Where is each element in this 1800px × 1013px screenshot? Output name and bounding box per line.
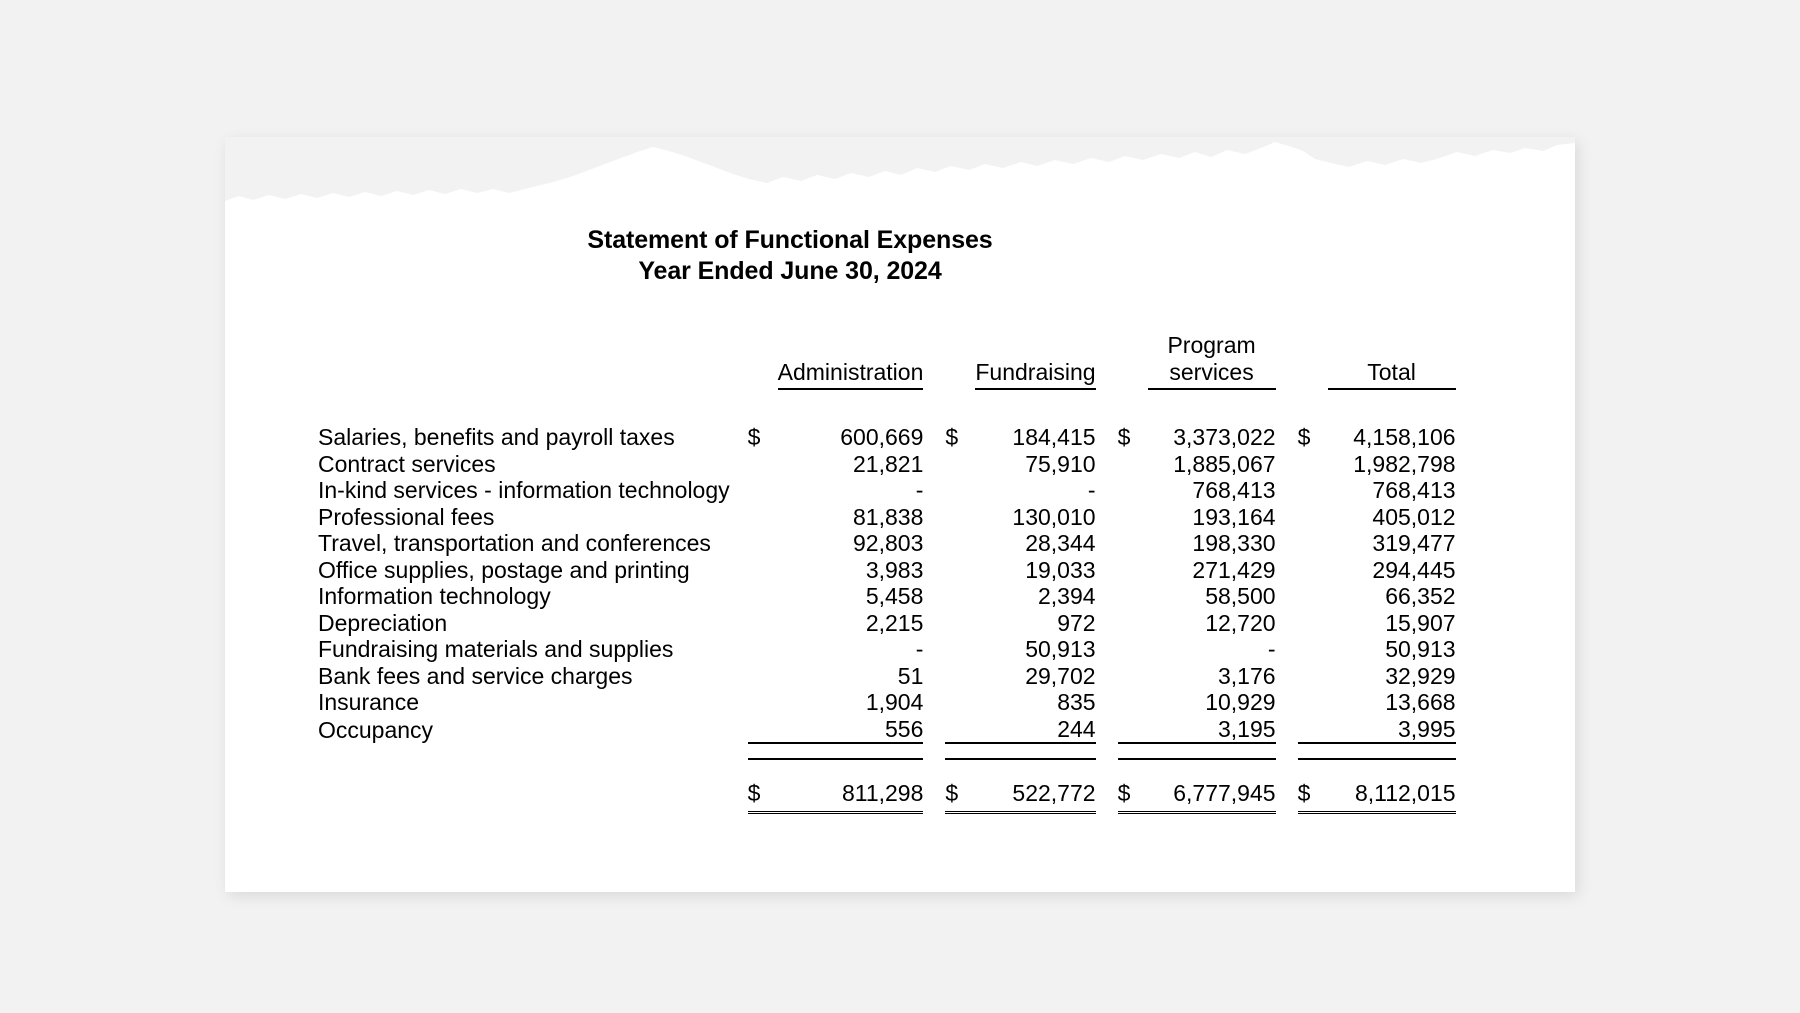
totals-rule-fundraising-currency [945,743,975,759]
cell-administration: 2,215 [865,609,924,636]
currency-symbol-program_services: $ [1117,424,1131,450]
currency-symbol-total [1298,451,1328,478]
cell-fundraising: 835 [1057,689,1096,715]
table-row [318,583,1456,610]
column-gap [1276,451,1298,478]
cell-administration: 21,821 [853,450,924,477]
cell-fundraising: 2,394 [1038,583,1096,609]
row-label: Travel, transportation and conferences [318,530,711,556]
column-header-total [1328,332,1456,389]
column-gap [1096,583,1118,610]
currency-symbol-fundraising [945,530,975,557]
column-gap [1096,530,1118,557]
cell-total: 50,913 [1385,636,1456,662]
grand-total-gap-1 [923,759,945,813]
currency-symbol-administration [748,610,778,637]
cell-fundraising: 244 [1057,715,1096,742]
header-total-line2: Total [1367,359,1416,385]
cell-program_services: 198,330 [1192,530,1276,556]
table-header [318,332,1456,424]
table-body [318,424,1456,743]
cell-program_services: 3,373,022 [1173,424,1276,450]
cell-fundraising: 28,344 [1025,530,1096,556]
cell-administration: - [915,477,924,503]
totals-rule-row [318,743,1456,759]
table-row [318,557,1456,584]
totals-rule-label-cell [318,743,748,759]
cell-fundraising: 29,702 [1025,662,1096,689]
header-line-item [318,332,748,389]
totals-rule-gap-1 [923,743,945,759]
cell-administration: 92,803 [853,530,924,556]
totals-rule-gap-2 [1096,743,1118,759]
column-header-program-services [1148,332,1276,389]
column-gap [1096,663,1118,690]
currency-symbol-fundraising [945,451,975,478]
header-program-line2: services [1169,359,1254,385]
currency-symbol-fundraising [945,583,975,610]
currency-symbol-fundraising [945,636,975,663]
currency-symbol-administration [748,477,778,504]
column-gap [1276,610,1298,637]
title-line-1: Statement of Functional Expenses [587,226,993,254]
currency-symbol-program_services [1118,557,1148,584]
cell-program_services: 3,195 [1218,715,1276,742]
row-label: Contract services [318,450,496,477]
column-gap [923,424,945,451]
grand-total-gap-2 [1096,759,1118,813]
column-gap [1276,583,1298,610]
table-row [318,689,1456,716]
currency-symbol-fundraising [945,689,975,716]
totals-rule-total-currency [1298,743,1328,759]
currency-symbol-program_services [1118,477,1148,504]
row-label: Depreciation [318,609,448,636]
currency-symbol-fundraising [945,504,975,531]
cell-total: 3,995 [1398,715,1456,742]
currency-symbol-program_services [1118,716,1148,744]
table-row [318,477,1456,504]
cell-administration: 600,669 [840,424,924,450]
column-gap [1096,689,1118,716]
column-header-row [318,332,1456,389]
column-gap [1276,424,1298,451]
header-gap-2 [1096,332,1118,389]
cell-program_services: 12,720 [1205,609,1276,636]
currency-symbol-fundraising [945,477,975,504]
table-row [318,636,1456,663]
column-gap [1276,716,1298,744]
currency-symbol-total [1298,663,1328,690]
column-gap [1276,504,1298,531]
cell-fundraising: 184,415 [1012,424,1096,450]
column-gap [923,477,945,504]
column-gap [1096,477,1118,504]
cell-total: 405,012 [1372,503,1456,530]
cell-total: 13,668 [1385,689,1456,715]
cell-total: 319,477 [1372,530,1456,556]
grand-total-fundraising-value: 522,772 [975,759,1095,813]
totals-rule-administration [778,743,924,759]
header-spacer-total-currency [1298,332,1328,389]
currency-symbol-program_services [1118,663,1148,690]
cell-total: 768,413 [1372,477,1456,503]
currency-symbol-fundraising [945,716,975,744]
header-spacer-program-currency [1118,332,1148,389]
cell-fundraising: 19,033 [1025,556,1096,583]
cell-administration: 1,904 [865,689,924,715]
column-gap [923,716,945,744]
cell-fundraising: - [1087,477,1096,503]
currency-symbol-total [1298,716,1328,744]
column-gap [1276,663,1298,690]
header-program-line1: Program [1167,332,1256,358]
cell-fundraising: 50,913 [1025,636,1096,662]
totals-rule-fundraising [975,743,1095,759]
cell-total: 66,352 [1385,583,1456,609]
cell-total: 32,929 [1385,662,1456,689]
functional-expenses-table [318,332,1456,814]
grand-total-fundraising-currency: $ [945,759,975,813]
currency-symbol-total [1298,689,1328,716]
totals-rule-total [1328,743,1456,759]
column-gap [923,583,945,610]
header-administration-line2: Administration [777,359,924,385]
header-bottom-spacer-cell [318,389,1456,424]
column-gap [1096,636,1118,663]
column-gap [923,610,945,637]
cell-administration: 556 [885,715,924,742]
row-label: In-kind services - information technology [318,477,730,503]
cell-total: 4,158,106 [1353,424,1456,450]
grand-total-row [318,759,1456,813]
cell-total: 15,907 [1385,609,1456,636]
cell-program_services: - [1267,636,1276,662]
currency-symbol-administration [748,716,778,744]
header-gap-3 [1276,332,1298,389]
column-header-administration [778,332,924,389]
currency-symbol-program_services [1118,504,1148,531]
currency-symbol-total [1298,636,1328,663]
table-row [318,716,1456,744]
table-row [318,610,1456,637]
currency-symbol-program_services [1118,689,1148,716]
column-header-fundraising [975,332,1095,389]
currency-symbol-program_services [1118,636,1148,663]
currency-symbol-administration [748,663,778,690]
grand-total-administration-currency: $ [748,759,778,813]
column-gap [1276,557,1298,584]
row-label: Insurance [318,689,420,715]
column-gap [923,530,945,557]
currency-symbol-administration [748,504,778,531]
header-spacer-fundraising-currency [945,332,975,389]
currency-symbol-program_services [1118,583,1148,610]
cell-administration: 3,983 [865,556,924,583]
cell-program_services: 193,164 [1192,503,1276,530]
row-label: Bank fees and service charges [318,662,633,689]
cell-program_services: 3,176 [1218,662,1276,689]
currency-symbol-total [1298,530,1328,557]
cell-administration: 81,838 [853,503,924,530]
currency-symbol-administration [748,583,778,610]
column-gap [1096,504,1118,531]
currency-symbol-administration [748,636,778,663]
totals-rule-administration-currency [748,743,778,759]
column-gap [923,451,945,478]
header-bottom-spacer-row [318,389,1456,424]
grand-total-gap-3 [1276,759,1298,813]
row-label: Occupancy [318,716,434,743]
column-gap [923,504,945,531]
cell-program_services: 58,500 [1205,583,1276,609]
grand-total-program-value: 6,777,945 [1148,759,1276,813]
financial-statement-document [225,137,1575,892]
grand-total-total-value: 8,112,015 [1328,759,1456,813]
table-row [318,424,1456,451]
column-gap [1096,610,1118,637]
currency-symbol-administration [748,557,778,584]
currency-symbol-fundraising [945,610,975,637]
currency-symbol-administration [748,451,778,478]
table-row [318,504,1456,531]
currency-symbol-program_services [1118,610,1148,637]
cell-administration: 5,458 [865,583,924,609]
row-label: Professional fees [318,503,495,530]
row-label: Fundraising materials and supplies [318,636,674,662]
currency-symbol-total: $ [1297,424,1311,450]
table-row [318,530,1456,557]
column-gap [1276,530,1298,557]
page-title [225,225,1355,287]
header-spacer-administration-currency [748,332,778,389]
currency-symbol-total [1298,610,1328,637]
column-gap [1276,636,1298,663]
table-row [318,663,1456,690]
row-label: Office supplies, postage and printing [318,556,690,583]
grand-total-label [318,759,748,813]
header-gap-1 [923,332,945,389]
column-gap [923,689,945,716]
currency-symbol-total [1298,557,1328,584]
currency-symbol-total [1298,583,1328,610]
column-gap [1096,716,1118,744]
cell-administration: 51 [897,662,924,689]
cell-program_services: 1,885,067 [1173,450,1276,477]
cell-fundraising: 972 [1057,609,1096,636]
row-label: Information technology [318,583,551,609]
cell-program_services: 10,929 [1205,689,1276,715]
currency-symbol-program_services [1118,451,1148,478]
column-gap [1096,424,1118,451]
grand-total-program-currency: $ [1118,759,1148,813]
currency-symbol-program_services [1118,530,1148,557]
totals-rule-program-currency [1118,743,1148,759]
cell-total: 1,982,798 [1353,450,1456,477]
table-row [318,451,1456,478]
row-label: Salaries, benefits and payroll taxes [318,424,675,450]
currency-symbol-total [1298,504,1328,531]
totals-rule-program [1148,743,1276,759]
currency-symbol-fundraising [945,663,975,690]
cell-fundraising: 130,010 [1012,503,1096,530]
cell-fundraising: 75,910 [1025,450,1096,477]
table-footer [318,743,1456,813]
column-gap [1096,451,1118,478]
title-line-2: Year Ended June 30, 2024 [638,257,942,285]
column-gap [1276,689,1298,716]
cell-program_services: 768,413 [1192,477,1276,503]
header-fundraising-line2: Fundraising [975,359,1096,385]
grand-total-total-currency: $ [1298,759,1328,813]
currency-symbol-administration [748,530,778,557]
column-gap [923,636,945,663]
currency-symbol-administration: $ [747,424,761,450]
currency-symbol-fundraising: $ [945,424,959,450]
currency-symbol-administration [748,689,778,716]
cell-administration: - [915,636,924,662]
grand-total-administration-value: 811,298 [778,759,924,813]
currency-symbol-fundraising [945,557,975,584]
cell-total: 294,445 [1372,556,1456,583]
currency-symbol-total [1298,477,1328,504]
column-gap [1096,557,1118,584]
column-gap [923,663,945,690]
column-gap [1276,477,1298,504]
totals-rule-gap-3 [1276,743,1298,759]
cell-program_services: 271,429 [1192,556,1276,583]
column-gap [923,557,945,584]
